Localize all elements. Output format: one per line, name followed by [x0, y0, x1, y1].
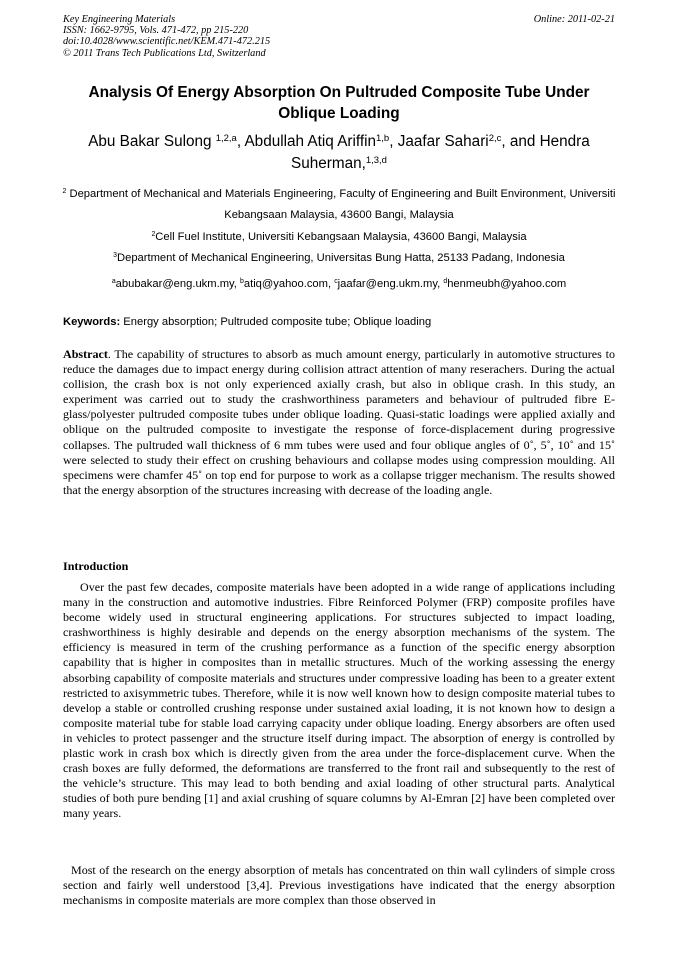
copyright-line: © 2011 Trans Tech Publications Ltd, Switzerland — [63, 47, 266, 59]
email-superscript: c — [334, 278, 338, 286]
introduction-heading: Introduction — [63, 559, 129, 573]
keywords-line — [63, 314, 615, 330]
abstract-label: Abstract — [63, 347, 108, 361]
journal-header — [63, 14, 615, 59]
doi-line: doi:10.4028/www.scientific.net/KEM.471-472.215 — [63, 36, 271, 48]
email-superscript: d — [443, 278, 448, 286]
affiliation-item — [58, 184, 620, 227]
affiliation-superscript: 2 — [151, 231, 156, 238]
affiliation-text: Cell Fuel Institute, Universiti Kebangsaan Malaysia, 43600 Bangi, Malaysia — [155, 230, 527, 243]
introduction-paragraph-2: Most of the research on the energy absorption of metals has concentrated on thin wall cylinders of simple cross section and fairly well understood [3,4]. Previous investigations have indicated that the energy absorption mechanisms in composite materials are more complex than those observed in — [63, 863, 615, 908]
affiliation-item — [58, 248, 620, 269]
issn-line: ISSN: 1662-9795, Vols. 471-472, pp 215-220 — [63, 25, 249, 37]
affiliation-text: Department of Mechanical Engineering, Universitas Bung Hatta, 25133 Padang, Indonesia — [117, 252, 565, 265]
author-name: Abu Bakar Sulong — [88, 133, 216, 150]
author-superscript: 2,c — [488, 132, 502, 144]
author-list — [58, 131, 620, 175]
journal-name: Key Engineering Materials — [63, 14, 176, 25]
email-superscript: a — [111, 278, 116, 286]
email-list — [58, 276, 620, 292]
email-address: atiq@yahoo.com, — [243, 278, 335, 290]
abstract-paragraph — [63, 347, 615, 498]
author-name: Abdullah Atiq Ariffin — [244, 133, 377, 150]
author-name: Jaafar Sahari — [397, 133, 489, 150]
author-superscript: 1,b — [376, 132, 390, 144]
online-date: Online: 2011-02-21 — [533, 14, 615, 25]
email-address: jaafar@eng.ukm.my, — [337, 278, 444, 290]
affiliation-superscript: 2 — [62, 188, 67, 196]
author-superscript: 1,2,a — [215, 132, 237, 144]
email-address: henmeubh@yahoo.com — [447, 278, 567, 290]
affiliations — [58, 184, 620, 270]
introduction-paragraph-1: Over the past few decades, composite materials have been adopted in a wide range of applications including many in the construction and automotive industries. Fibre Reinforced Polymer (FRP) composite profiles have become widely used in structural engineering applications. For structures subjected to impact loading, crashworthiness is highly desirable and depends on the energy absorption mechanisms of the system. The efficiency is measured in term of the crushing performance as a function of the specific energy absorption capability that is higher in composites than in metallic structures. Much of the working assessing the energy absorbing capability of composite materials and structures under compressive loading has been to a greater extent restricted to axisymmetric tubes. Therefore, while it is now well known how to design composite material tubes to develop a stable or controlled crushing response under sustained axial loading, it is not known how to design a composite material tube for stable load carrying capacity under oblique loading. Energy absorbers are often used in vehicles to protect passenger and the structure itself during impact. The absorption of energy is controlled by plastic work in crash box which is directly given from the area under the force-displacement curve. When the crash boxes are fully deformed, the deformations are transferred to the front rail and subsequently to the rest of the vehicle’s structure. This may lead to both bending and axial loading of other structural parts. Analytical studies of both pure bending [1] and axial crushing of square columns by Al-Emran [2] have been completed over many years. — [63, 580, 615, 821]
author-separator: , — [236, 133, 245, 150]
abstract-text: . The capability of structures to absorb as much amount energy, particularly in automotive structures to reduce the damages due to impact energy during collision attract attention of many reserachers. During the actual collision, the crash box is not only experienced axially crash, but also in oblique crash. In this study, an experiment was carried out to study the crashworthiness parameters and behaviour of pultruded fibre E-glass/polyester pultruded composite tubes under oblique loading. Quasi-static loadings were applied axially and oblique on the pultruded composite to investigate the response of force-displacement during progressive collapses. The pultruded wall thickness of 6 mm tubes were used and four oblique angles of 0˚, 5˚, 10˚ and 15˚ were selected to study their effect on crushing behaviours and collapse modes using compression moulding. All specimens were chamfer 45˚ on top end for purpose to work as a collapse trigger mechanism. The results showed that the energy absorption of the structures increasing with decrease of the loading angle. — [63, 347, 615, 497]
affiliation-item — [58, 227, 620, 248]
email-superscript: b — [240, 278, 244, 286]
affiliation-text: Department of Mechanical and Materials Engineering, Faculty of Engineering and Built Environment, Universiti Kebangsaan Malaysia, 43600 Bangi, Malaysia — [66, 188, 616, 222]
author-separator: , and — [501, 133, 540, 150]
email-address: abubakar@eng.ukm.my, — [115, 278, 240, 290]
author-separator: , — [389, 133, 398, 150]
author-name: Hendra Suherman, — [291, 133, 590, 172]
paper-title: Analysis Of Energy Absorption On Pultruded Composite Tube Under Oblique Loading — [88, 84, 590, 122]
affiliation-superscript: 3 — [113, 252, 118, 260]
keywords-label: Keywords: — [63, 316, 121, 328]
author-superscript: 1,3,d — [365, 154, 387, 166]
keywords-text: Energy absorption; Pultruded composite tube; Oblique loading — [120, 316, 432, 328]
